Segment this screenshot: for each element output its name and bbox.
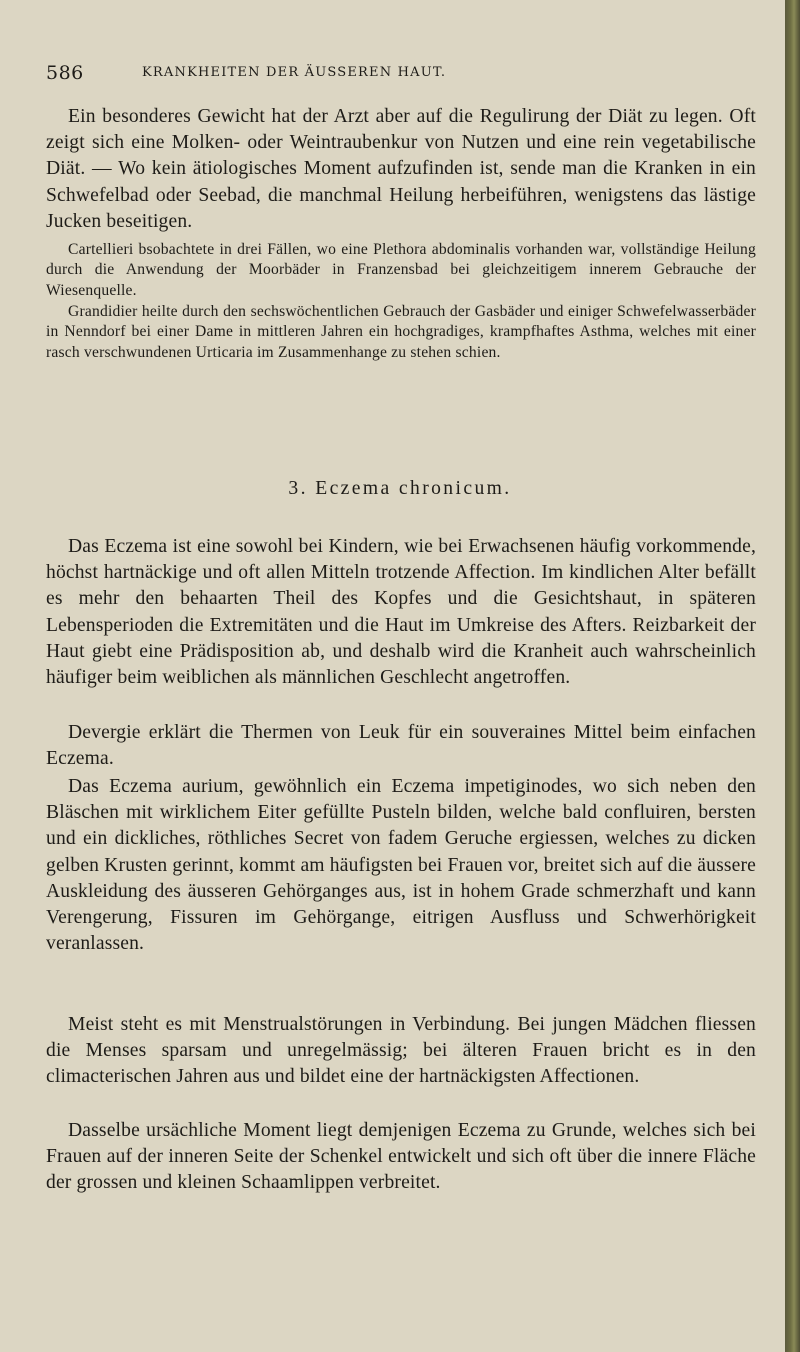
paragraph-eczema-aurium: Das Eczema aurium, gewöhnlich ein Eczema impetiginodes, wo sich neben den Bläschen mit wirklichem Eiter gefüllte Pusteln bilden, welche bald confluiren, bersten und ein dickliches, röthliches Secret von fadem Geruche ergiessen, welches zu dicken gelben Krusten gerinnt, kommt am häufigsten bei Frauen vor, breitet sich auf die äussere Auskleidung des äusseren Gehörganges aus, ist in hohem Grade schmerzhaft und kann Verengerung, Fissuren im Gehörgange, eitrigen Ausfluss und Schwerhörigkeit veranlassen.	[46, 776, 756, 955]
note-grandidier: Grandidier heilte durch den sechswöchentlichen Gebrauch der Gasbäder und einiger Schwefelwasserbäder in Nenndorf bei einer Dame in mittleren Jahren ein hochgradiges, krampfhaftes Asthma, welches mit einer rasch verschwundenen Urticaria im Zusammenhange zu stehen schien.	[46, 303, 756, 361]
running-head	[46, 62, 756, 90]
paragraph-devergie: Devergie erklärt die Thermen von Leuk für ein souveraines Mittel beim einfachen Eczema.	[46, 722, 756, 770]
paragraph-menstrual: Meist steht es mit Menstrualstörungen in Verbindung. Bei jungen Mädchen fliessen die Menses sparsam und unregelmässig; bei älteren Frauen bricht es in den climacterischen Jahren aus und bildet eine der hartnäckigsten Affectionen.	[46, 1014, 756, 1088]
running-head-title: KRANKHEITEN DER ÄUSSEREN HAUT.	[142, 65, 447, 80]
book-binding-edge	[785, 0, 800, 1352]
paragraph-diet: Ein besonderes Gewicht hat der Arzt aber auf die Regulirung der Diät zu legen. Oft zeigt sich eine Molken- oder Weintraubenkur von Nutzen und eine rein vegetabilische Diät. — Wo kein ätiologisches Moment aufzufinden ist, sende man die Kranken in ein Schwefelbad oder Seebad, die manchmal Heilung herbeiführen, wenigstens das lästige Jucken beseitigen.	[46, 106, 756, 232]
note-cartellieri: Cartellieri bsobachtete in drei Fällen, wo eine Plethora abdominalis vorhanden war, vollständige Heilung durch die Anwendung der Moorbäder in Franzensbad bei gleichzeitigem innerem Gebrauche der Wiesenquelle.	[46, 241, 756, 299]
paragraph-eczema-intro: Das Eczema ist eine sowohl bei Kindern, wie bei Erwachsenen häufig vorkommende, höchst hartnäckige und oft allen Mitteln trotzende Affection. Im kindlichen Alter befällt es mehr den behaarten Theil des Kopfes und die Gesichtshaut, in späteren Lebensperioden die Extremitäten und die Haut im Umkreise des Afters. Reizbarkeit der Haut giebt eine Prädisposition ab, und deshalb wird die Kranheit auch wahrscheinlich häufiger beim weiblichen als männlichen Geschlecht angetroffen.	[46, 536, 756, 689]
page-number: 586	[46, 62, 84, 84]
section-heading: 3. Eczema chronicum.	[288, 478, 512, 499]
paragraph-thighs: Dasselbe ursächliche Moment liegt demjenigen Eczema zu Grunde, welches sich bei Frauen auf der inneren Seite der Schenkel entwickelt und sich oft über die innere Fläche der grossen und kleinen Schaamlippen verbreitet.	[46, 1120, 756, 1194]
